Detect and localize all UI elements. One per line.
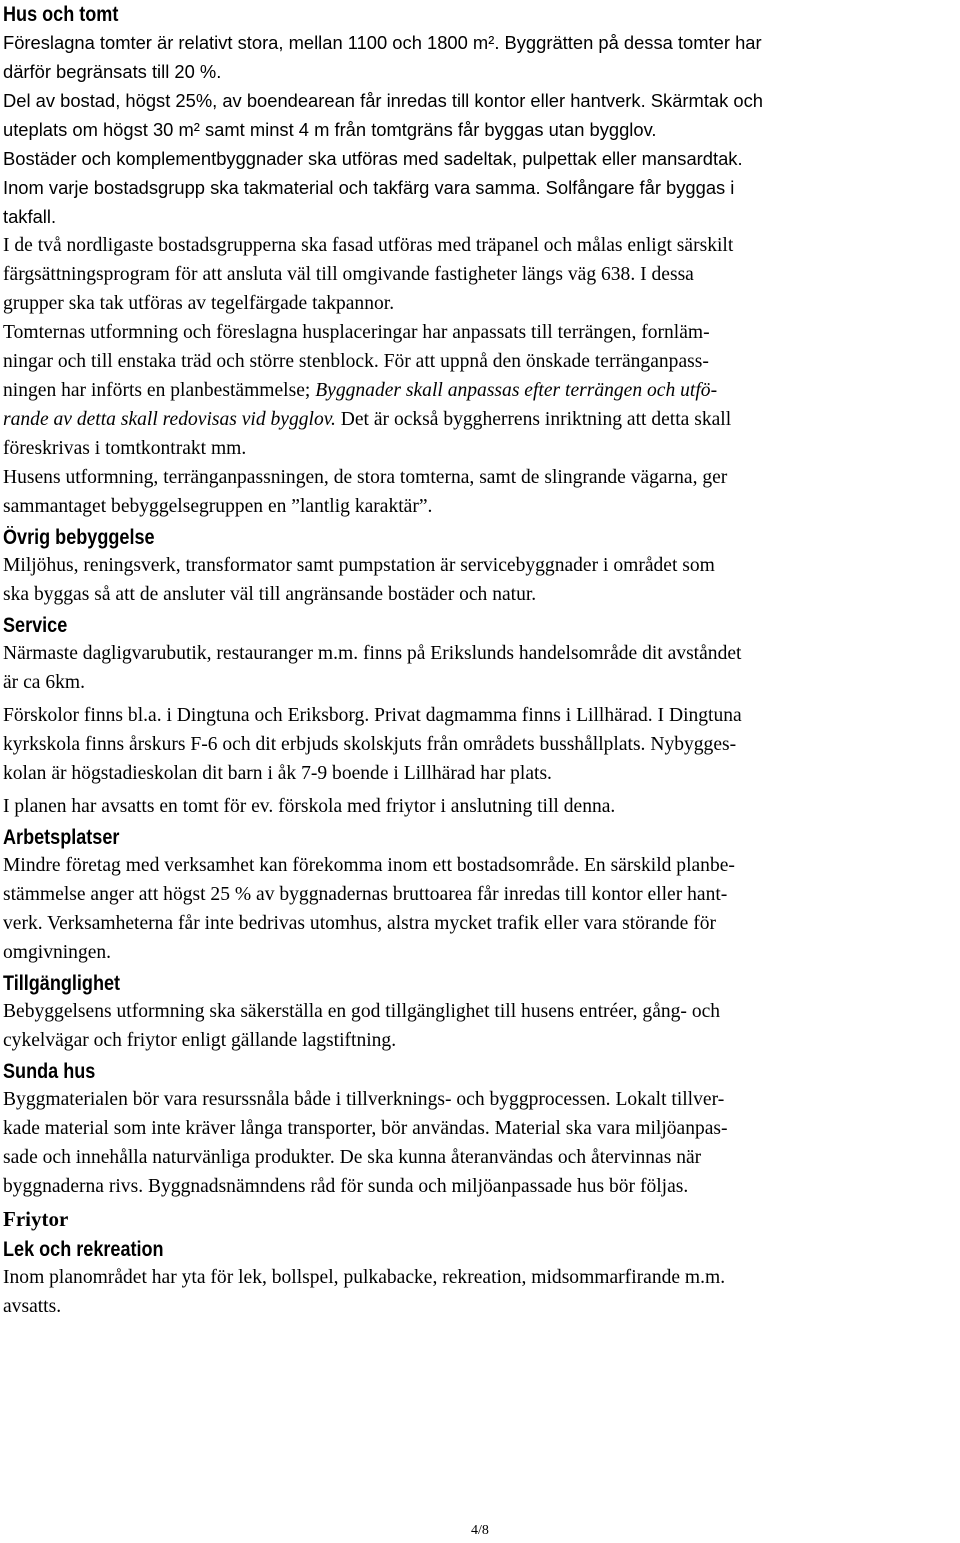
text-line: Föreslagna tomter är relativt stora, mellan 1100 och 1800 m². Byggrätten på dessa tomter har [3,32,762,53]
paragraph-ovrig-1 [3,551,955,609]
text-line: är ca 6km. [3,672,85,693]
paragraph-hus-2 [3,231,955,318]
text-line: Bostäder och komplementbyggnader ska utföras med sadeltak, pulpettak eller mansardtak. [3,148,743,169]
text-line: färgsättningsprogram för att ansluta väl till omgivande fastigheter längs väg 638. I dessa [3,264,694,285]
heading-lek-och-rekreation: Lek och rekreation [3,1238,164,1261]
text-line [3,405,953,434]
heading-sunda-hus: Sunda hus [3,1060,96,1083]
text-line: cykelvägar och friytor enligt gällande lagstiftning. [3,1030,397,1051]
text-line: föreskrivas i tomtkontrakt mm. [3,438,247,459]
text-line: grupper ska tak utföras av tegelfärgade takpannor. [3,293,395,314]
paragraph-hus-1 [3,28,955,231]
text-line [3,376,953,405]
paragraph-service-1 [3,639,955,697]
heading-ovrig-bebyggelse: Övrig bebyggelse [3,526,155,549]
text-line: Närmaste dagligvarubutik, restauranger m.m. finns på Erikslunds handelsområde dit avståndet [3,643,742,664]
text-line: Mindre företag med verksamhet kan förekomma inom ett bostadsområde. En särskild planbe- [3,855,735,876]
heading-service: Service [3,614,68,637]
text-line: I planen har avsatts en tomt för ev. förskola med friytor i anslutning till denna. [3,796,616,817]
text-line: sade och innehålla naturvänliga produkter. De ska kunna återanvändas och återvinnas när [3,1147,702,1168]
text-line: kade material som inte kräver långa transporter, bör användas. Material ska vara miljöanpas- [3,1118,728,1139]
text-line: ska byggas så att de ansluter väl till angränsande bostäder och natur. [3,584,537,605]
page-number: 4/8 [471,1523,489,1538]
heading-arbetsplatser: Arbetsplatser [3,826,120,849]
text-line: verk. Verksamheterna får inte bedrivas utomhus, alstra mycket trafik eller vara störande för [3,913,717,934]
text-line: avsatts. [3,1296,62,1317]
text-line: uteplats om högst 30 m² samt minst 4 m från tomtgräns får byggas utan bygglov. [3,119,657,140]
paragraph-tillganglighet-1 [3,997,955,1055]
text-line: byggnaderna rivs. Byggnadsnämndens råd för sunda och miljöanpassade hus bör följas. [3,1176,689,1197]
text-line: sammantaget bebyggelsegruppen en ”lantlig karaktär”. [3,496,433,517]
text-line: Tomternas utformning och föreslagna husplaceringar har anpassats till terrängen, fornläm- [3,322,710,343]
text-line: stämmelse anger att högst 25 % av byggnadernas bruttoarea får inredas till kontor eller hant- [3,884,728,905]
planbestammelse-quote: rande av detta skall redovisas vid bygglov. [3,409,336,430]
text-line: Bebyggelsens utformning ska säkerställa en god tillgänglighet till husens entréer, gång- och [3,1001,721,1022]
text-line: kyrkskola finns årskurs F-6 och dit erbjuds skolskjuts från områdets busshållplats. Nybygges- [3,734,737,755]
paragraph-hus-4 [3,463,955,521]
text-line: därför begränsats till 20 %. [3,61,222,82]
text-line: Inom planområdet har yta för lek, bollspel, pulkabacke, rekreation, midsommarfirande m.m. [3,1267,726,1288]
heading-tillganglighet: Tillgänglighet [3,972,121,995]
planbestammelse-quote: Byggnader skall anpassas efter terrängen och utfö- [315,380,718,401]
text-line: Husens utformning, terränganpassningen, de stora tomterna, samt de slingrande vägarna, ger [3,467,728,488]
heading-friytor: Friytor [3,1207,69,1231]
text-line: kolan är högstadieskolan dit barn i åk 7-9 boende i Lillhärad har plats. [3,763,552,784]
heading-hus-och-tomt: Hus och tomt [3,3,119,26]
text-run: ningen har införts en planbestämmelse; [3,380,316,401]
paragraph-service-2 [3,701,955,788]
document-page [3,0,955,1325]
text-line: Byggmaterialen bör vara resurssnåla både i tillverknings- och byggprocessen. Lokalt tillver- [3,1089,725,1110]
paragraph-service-3 [3,792,955,821]
text-run: Det är också byggherrens inriktning att detta skall [335,409,732,430]
paragraph-sunda-hus-1 [3,1085,955,1201]
text-line: Miljöhus, reningsverk, transformator samt pumpstation är servicebyggnader i området som [3,555,715,576]
text-line: Förskolor finns bl.a. i Dingtuna och Eriksborg. Privat dagmamma finns i Lillhärad. I Dingtuna [3,705,742,726]
paragraph-lek-1 [3,1263,955,1321]
text-line: omgivningen. [3,942,112,963]
text-line: Inom varje bostadsgrupp ska takmaterial och takfärg vara samma. Solfångare får byggas i [3,177,735,198]
text-line: I de två nordligaste bostadsgrupperna ska fasad utföras med träpanel och målas enligt särskilt [3,235,734,256]
text-line: Del av bostad, högst 25%, av boendearean får inredas till kontor eller hantverk. Skärmtak och [3,90,763,111]
paragraph-arbetsplatser-1 [3,851,955,967]
text-line: takfall. [3,206,57,227]
paragraph-hus-3 [3,318,955,463]
text-line: ningar och till enstaka träd och större stenblock. För att uppnå den önskade terränganpass- [3,351,709,372]
